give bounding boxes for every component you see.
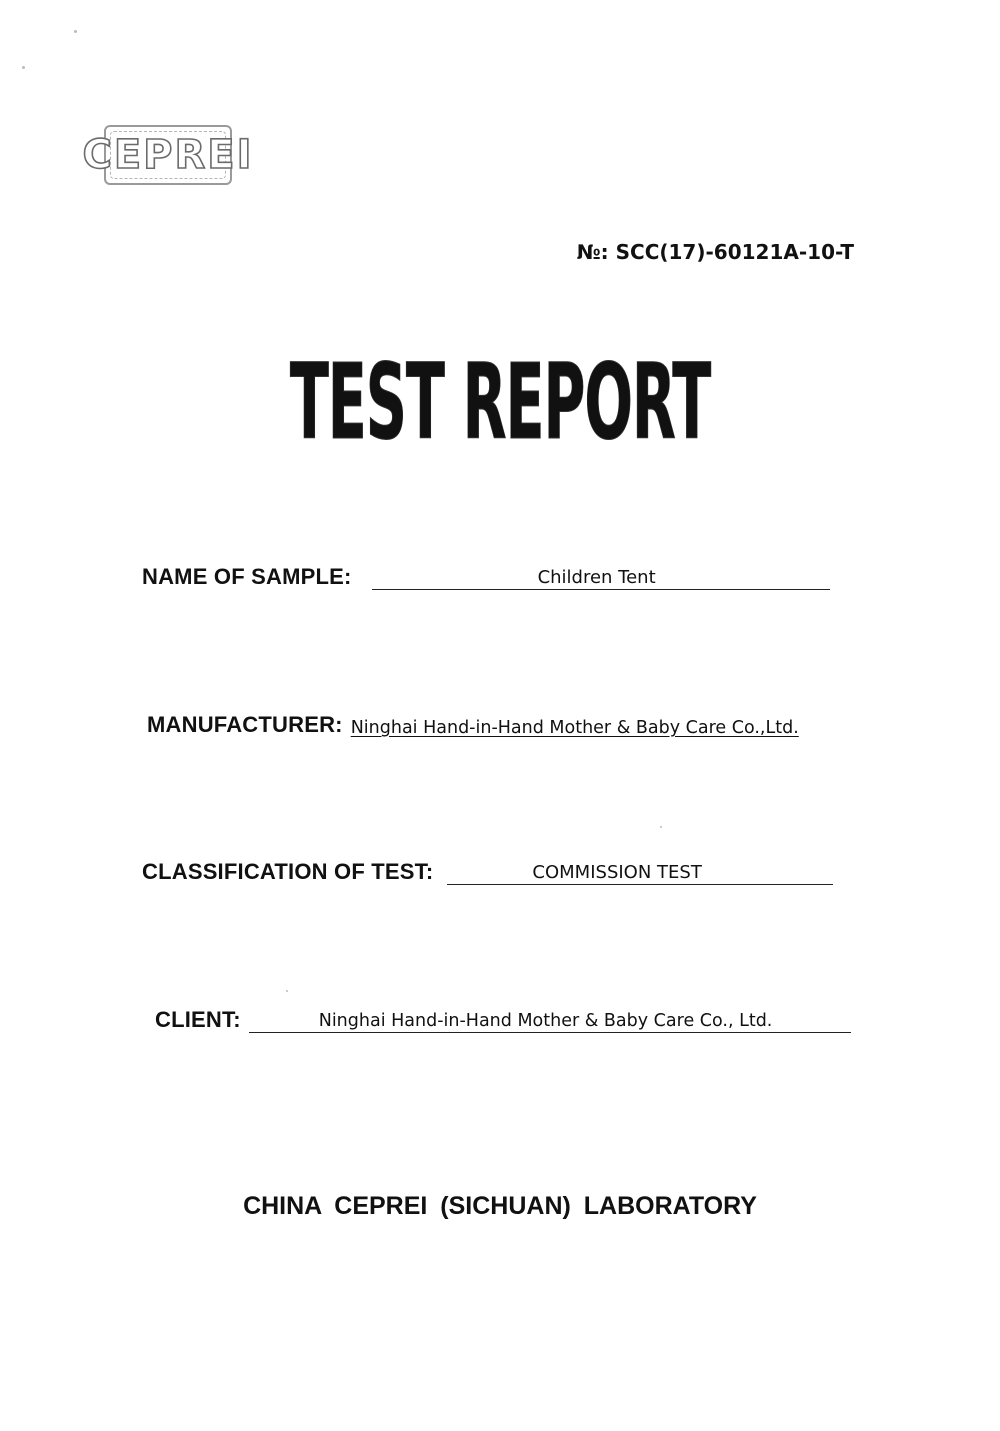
client-value: Ninghai Hand-in-Hand Mother & Baby Care Co., Ltd. xyxy=(318,1011,773,1031)
scan-speck xyxy=(286,990,288,992)
sample-label: NAME OF SAMPLE: xyxy=(142,564,352,589)
classification-value: COMMISSION TEST xyxy=(532,862,702,883)
client-label: CLIENT: xyxy=(155,1007,241,1032)
manufacturer-label: MANUFACTURER: xyxy=(147,712,343,737)
field-manufacturer xyxy=(147,712,799,738)
manufacturer-value: Ninghai Hand-in-Hand Mother & Baby Care Co.,Ltd. xyxy=(350,718,799,738)
classification-label: CLASSIFICATION OF TEST: xyxy=(142,859,434,884)
ceprei-logo xyxy=(82,125,254,185)
report-title xyxy=(225,341,775,463)
sample-value: Children Tent xyxy=(537,567,656,588)
logo-text: CEPREI xyxy=(82,132,254,178)
classification-line xyxy=(447,858,833,885)
scan-speck xyxy=(74,30,77,33)
scan-speck xyxy=(22,66,25,69)
laboratory-name: CHINA CEPREI (SICHUAN) LABORATORY xyxy=(243,1192,757,1220)
report-number: №: SCC(17)-60121A-10-T xyxy=(576,240,854,264)
client-line xyxy=(249,1006,851,1033)
report-title-text: TEST REPORT xyxy=(289,341,711,463)
sample-line xyxy=(372,563,830,590)
scan-speck xyxy=(660,826,662,828)
field-classification-of-test xyxy=(142,858,833,885)
field-client xyxy=(155,1006,851,1033)
field-name-of-sample xyxy=(142,563,830,590)
